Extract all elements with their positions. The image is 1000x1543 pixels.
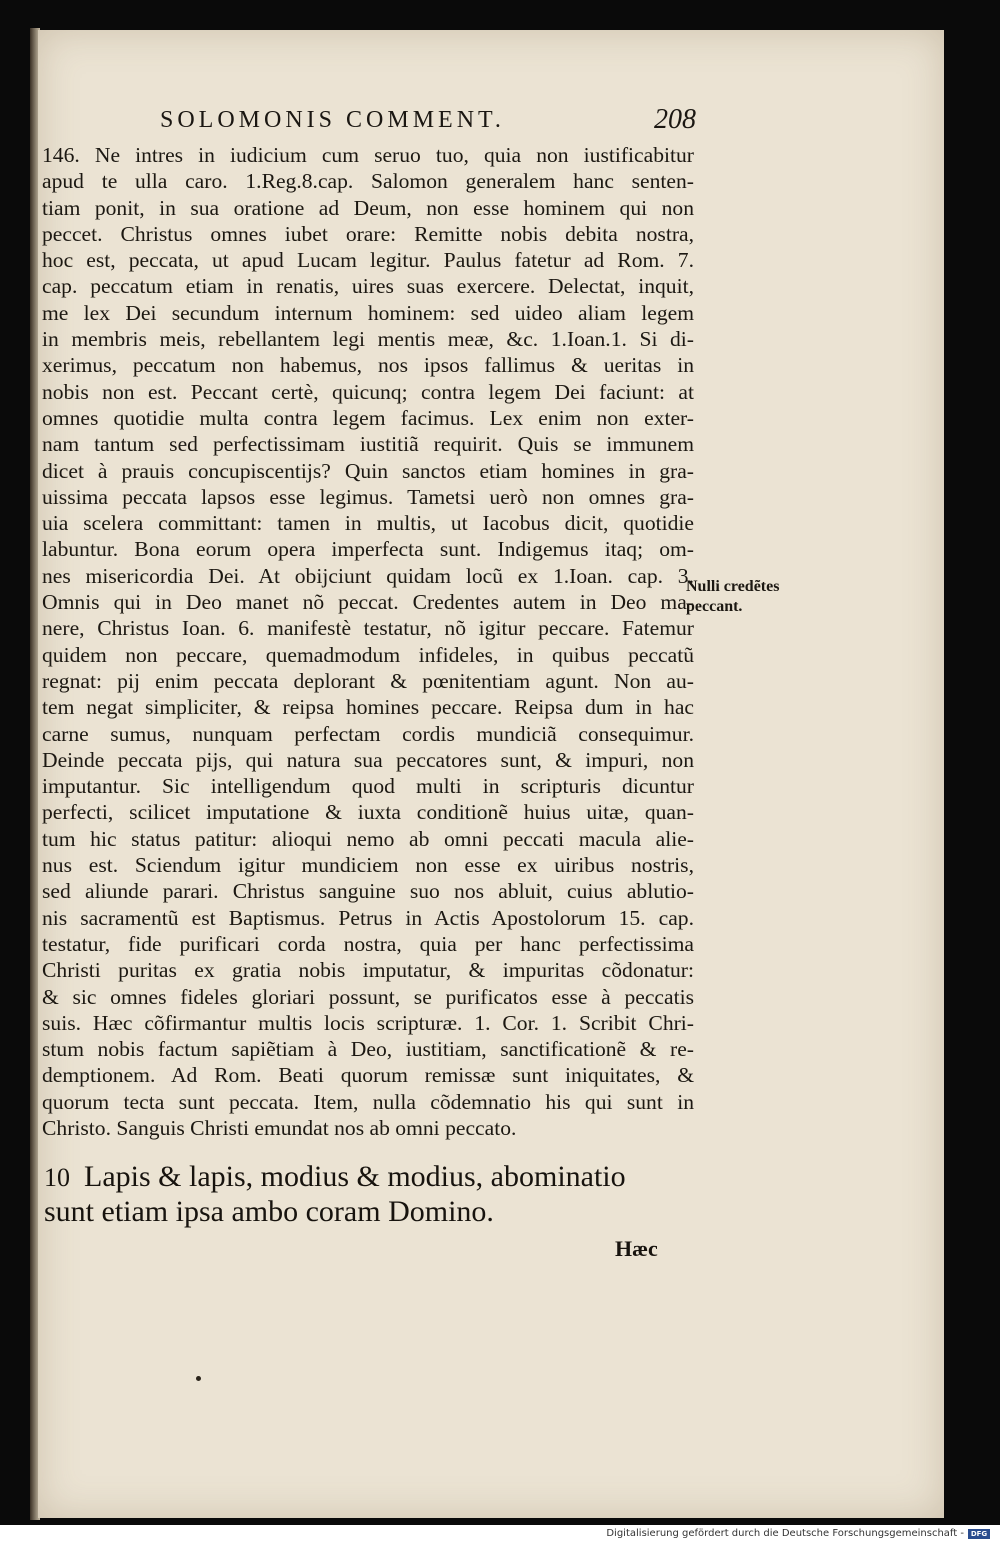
text-line: xerimus, peccatum non habemus, nos ipsos fallimus & ueritas in (42, 353, 694, 378)
text-line: apud te ulla caro. 1.Reg.8.cap. Salomon generalem hanc senten- (42, 169, 694, 194)
text-line: nobis non est. Peccant certè, quicunq; contra legem Dei faciunt: at (42, 379, 694, 404)
text-line: nere, Christus Ioan. 6. manifestè testatur, nõ igitur peccare. Fatemur (42, 616, 694, 641)
text-line: me lex Dei secundum internum hominem: sed uideo aliam legem (42, 300, 694, 325)
commentary-text (42, 142, 694, 1141)
text-line: tiam ponit, in sua oratione ad Deum, non esse hominem qui non (42, 195, 694, 220)
dfg-logo-icon: DFG (968, 1529, 990, 1539)
text-line: quorum tecta sunt peccata. Item, nulla cõdemnatio his qui sunt in (42, 1089, 694, 1114)
footer-credit: Digitalisierung gefördert durch die Deutsche Forschungsgemeinschaft - (606, 1528, 964, 1539)
text-line: suis. Hæc cõfirmantur multis locis scripturæ. 1. Cor. 1. Scribit Chri- (42, 1010, 694, 1035)
text-line: testatur, fide purificari corda nostra, quia per hanc perfectissima (42, 931, 694, 956)
verse-line-1 (44, 1160, 684, 1195)
text-line: uia scelera committant: tamen in multis, ut Iacobus dicit, quotidie (42, 511, 694, 536)
text-line: stum nobis factum sapiẽtiam à Deo, iustitiam, sanctificationẽ & re- (42, 1037, 694, 1062)
text-line: peccet. Christus omnes iubet orare: Remitte nobis debita nostra, (42, 221, 694, 246)
text-line: uissima peccata lapsos esse legimus. Tametsi uerò non omnes gra- (42, 484, 694, 509)
text-line: Christo. Sanguis Christi emundat nos ab omni peccato. (42, 1115, 517, 1140)
text-line: cap. peccatum etiam in renatis, uires suas exercere. Delectat, inquit, (42, 274, 694, 299)
text-line: 146. Ne intres in iudicium cum seruo tuo, quia non iustificabitur (42, 143, 694, 167)
text-line: carne sumus, nunquam perfectam cordis mundiciã consequimur. (42, 721, 694, 746)
page-number: 208 (654, 104, 696, 135)
text-line: tem negat simpliciter, & reipsa homines peccare. Reipsa dum in hac (42, 695, 694, 720)
text-line: tum hic status patitur: alioqui nemo ab omni peccati macula alie- (42, 826, 694, 851)
text-line: in membris meis, rebellantem legi mentis meæ, &c. 1.Ioan.1. Si di- (42, 327, 694, 352)
text-line: sed aliunde parari. Christus sanguine suo nos abluit, cuius ablutio- (42, 879, 694, 904)
text-line: labuntur. Bona eorum opera imperfecta sunt. Indigemus itaq; om- (42, 537, 694, 562)
text-line: hoc est, peccata, ut apud Lucam legitur. Paulus fatetur ad Rom. 7. (42, 248, 694, 273)
text-line: dicet à prauis concupiscentijs? Quin sanctos etiam homines in gra- (42, 458, 694, 483)
ink-speck (196, 1376, 201, 1381)
marginal-note (686, 577, 816, 617)
verse-line-2: sunt etiam ipsa ambo coram Domino. (44, 1195, 494, 1228)
text-line: omnes quotidie multa contra legem facimus. Lex enim non exter- (42, 405, 694, 430)
verse-text-1: Lapis & lapis, modius & modius, abominatio (84, 1160, 626, 1193)
proverb-verse (44, 1160, 684, 1229)
digitization-footer (606, 1528, 990, 1539)
text-line: nis sacramentũ est Baptismus. Petrus in Actis Apostolorum 15. cap. (42, 905, 694, 930)
text-line: Omnis qui in Deo manet nõ peccat. Credentes autem in Deo ma- (42, 590, 694, 615)
text-line: quidem non peccare, quemadmodum infideles, in quibus peccatũ (42, 642, 694, 667)
text-line: Christi puritas ex gratia nobis imputatur, & impuritas cõdonatur: (42, 958, 694, 983)
verse-number: 10 (44, 1163, 70, 1192)
text-line: nam tantum sed perfectissimam iustitiã requirit. Quis se immunem (42, 432, 694, 457)
text-line: & sic omnes fideles gloriari possunt, se purificatos esse à peccatis (42, 984, 694, 1009)
text-line: regnat: pij enim peccata deplorant & pœnitentiam agunt. Non au- (42, 668, 694, 693)
text-line: nus est. Sciendum igitur mundiciem non esse ex uiribus nostris, (42, 853, 694, 878)
text-line: Deinde peccata pijs, qui natura sua peccatores sunt, & impuri, non (42, 747, 694, 772)
marginal-note-line: peccant. (686, 598, 743, 615)
marginal-note-line: Nulli credẽtes (686, 578, 780, 595)
text-line: nes misericordia Dei. At obijciunt quidam locũ ex 1.Ioan. cap. 3. (42, 563, 694, 588)
catchword: Hæc (615, 1236, 658, 1261)
text-line: perfecti, scilicet imputatione & iuxta conditionẽ huius uitæ, quan- (42, 800, 694, 825)
running-head: SOLOMONIS COMMENT. (160, 107, 505, 133)
text-line: demptionem. Ad Rom. Beati quorum remissæ sunt iniquitates, & (42, 1063, 694, 1088)
text-line: imputantur. Sic intelligendum quod multi in scripturis dicuntur (42, 774, 694, 799)
